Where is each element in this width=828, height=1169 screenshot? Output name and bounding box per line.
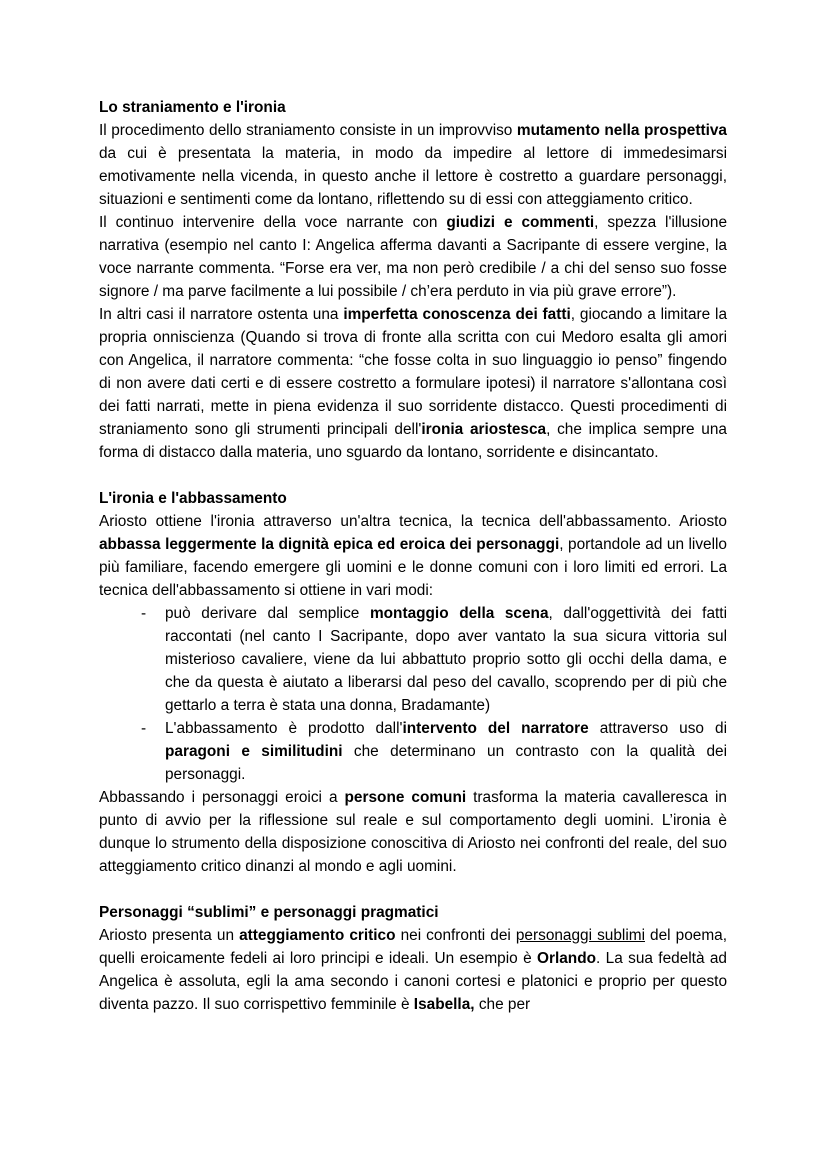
paragraph	[99, 924, 727, 1016]
section-heading: Lo straniamento e l'ironia	[99, 99, 286, 116]
text-segment: , giocando a limitare la propria onniscienza (Quando si trova di fronte alla scritta con cui Medoro esalta gli amori con Angelica, il narratore commenta: “che fosse colta in suo linguaggio io penso” fingendo di non avere dati certi e di essere costretto a formulare ipotesi) il narratore s'allontana così dei fatti narrati, mette in piena evidenza il suo sorridente distacco. Questi procedimenti di straniamento sono gli strumenti principali dell'	[99, 306, 728, 438]
paragraph	[99, 510, 727, 602]
paragraph	[99, 119, 727, 211]
text-segment: intervento del narratore	[402, 720, 589, 737]
text-segment: può derivare dal semplice	[165, 605, 370, 622]
text-segment: imperfetta conoscenza dei fatti	[343, 306, 571, 323]
dash-bullet-icon: -	[141, 605, 147, 622]
text-segment: Isabella,	[413, 996, 475, 1013]
text-segment: giudizi e commenti	[446, 214, 595, 231]
text-segment: persone comuni	[344, 789, 467, 806]
list-item-text	[165, 717, 727, 786]
document-section	[99, 96, 727, 464]
bullet-list	[99, 602, 727, 786]
text-segment: Il procedimento dello straniamento consiste in un improvviso	[99, 122, 517, 139]
text-segment: In altri casi il narratore ostenta una	[99, 306, 344, 323]
text-segment: , dall'oggettività dei fatti raccontati (nel canto I Sacripante, dopo aver vantato la sua sicura vittoria sul misterioso cavaliere, viene da lui abbattuto proprio sotto gli occhi della dama, e che da questa è aiutato a liberarsi dal peso del cavallo, scoprendo per di più che gettarlo a terra è stata una donna, Bradamante)	[165, 605, 727, 714]
text-segment: da cui è presentata la materia, in modo da impedire al lettore di immedesimarsi emotivamente nella vicenda, in questo anche il lettore è costretto a guardare personaggi, situazioni e sentimenti come da lontano, riflettendo su di essi con atteggiamento critico.	[99, 145, 727, 208]
text-segment: abbassa leggermente la dignità epica ed eroica dei personaggi	[99, 536, 560, 553]
text-segment: trasforma la materia cavalleresca in punto di avvio per la riflessione sul reale e sul comportamento degli uomini. L’ironia è dunque lo strumento della disposizione conoscitiva di Ariosto nei confronti del reale, del suo atteggiamento critico dinanzi al mondo e agli uomini.	[99, 789, 727, 875]
text-segment: Il continuo intervenire della voce narrante con	[99, 214, 447, 231]
text-segment: nei confronti dei	[395, 927, 516, 944]
section-heading: L'ironia e l'abbassamento	[99, 490, 287, 507]
text-segment: del poema, quelli eroicamente fedeli ai loro principi e ideali. Un esempio è	[99, 927, 727, 967]
text-segment: Ariosto ottiene l'ironia attraverso un'altra tecnica, la tecnica dell'abbassamento. Ariosto	[99, 513, 727, 530]
document-section	[99, 901, 727, 1016]
text-segment: attraverso uso di	[588, 720, 727, 737]
text-segment: che determinano un contrasto con la qualità dei personaggi.	[165, 743, 727, 783]
text-segment: Orlando	[537, 950, 596, 967]
paragraph	[99, 303, 727, 464]
list-item-text	[165, 602, 727, 717]
list-item	[141, 602, 727, 717]
text-segment: mutamento nella prospettiva	[516, 122, 727, 139]
text-segment: ironia ariostesca	[421, 421, 547, 438]
text-segment: paragoni e similitudini	[165, 743, 343, 760]
dash-bullet-icon: -	[141, 720, 147, 737]
text-segment: che per	[474, 996, 531, 1013]
text-segment: , portandole ad un livello più familiare, facendo emergere gli uomini e le donne comuni con i loro limiti ed errori. La tecnica dell'abbassamento si ottiene in vari modi:	[99, 536, 727, 599]
paragraph	[99, 786, 727, 878]
text-segment: , spezza l'illusione narrativa (esempio nel canto I: Angelica afferma davanti a Sacripante di essere vergine, la voce narrante commenta. “Forse era ver, ma non però credibile / a chi del senso suo fosse signore / ma parve facilmente a lui possibile / ch’era perduto in via più grave errore”).	[99, 214, 728, 300]
text-segment: , che implica sempre una forma di distacco dalla materia, uno sguardo da lontano, sorridente e disincantato.	[99, 421, 727, 461]
text-segment: L'abbassamento è prodotto dall'	[165, 720, 403, 737]
text-segment: Ariosto presenta un	[99, 927, 240, 944]
document-body	[99, 96, 727, 1016]
list-item	[141, 717, 727, 786]
text-segment: . La sua fedeltà ad Angelica è assoluta, egli la ama secondo i canoni cortesi e platonici e proprio per questo diventa pazzo. Il suo corrispettivo femminile è	[99, 950, 727, 1013]
section-heading: Personaggi “sublimi” e personaggi pragmatici	[99, 904, 439, 921]
document-section	[99, 487, 727, 878]
text-segment: Abbassando i personaggi eroici a	[99, 789, 345, 806]
text-segment: montaggio della scena	[369, 605, 549, 622]
text-segment: atteggiamento critico	[239, 927, 396, 944]
paragraph	[99, 211, 727, 303]
text-segment: personaggi sublimi	[515, 927, 645, 944]
